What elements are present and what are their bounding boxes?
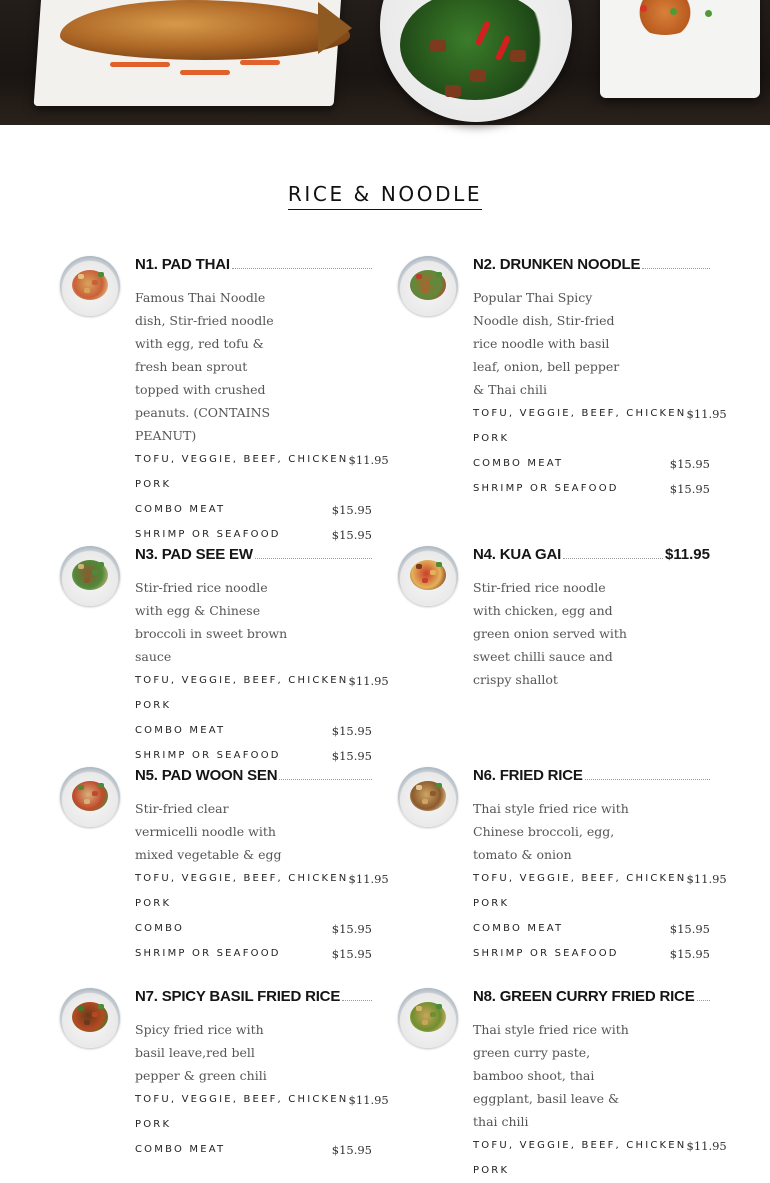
menu-item-name: N4. KUA GAI [473, 546, 562, 563]
menu-item-header [473, 767, 710, 797]
garnish [436, 783, 442, 788]
price-option-price: $15.95 [331, 1142, 372, 1157]
menu-item-description: Famous Thai Noodle dish, Stir-fried noodle with egg, red tofu & fresh bean sprout topped with crushed peanuts. (CONTAINS PEANUT) [135, 290, 274, 443]
price-option-label: TOFU, VEGGIE, BEEF, CHICKEN [473, 1140, 687, 1151]
price-option [135, 941, 372, 966]
garnish [422, 799, 428, 804]
garnish [705, 10, 712, 17]
price-option [473, 891, 710, 916]
menu-item-content [473, 256, 727, 501]
price-option-label: PORK [473, 898, 510, 909]
price-option-price: $11.95 [348, 871, 389, 886]
price-option-label: SHRIMP OR SEAFOOD [473, 948, 619, 959]
menu-item-header [473, 988, 710, 1018]
price-option-price: $15.95 [331, 946, 372, 961]
price-option [473, 451, 710, 476]
menu-item-description: Stir-fried rice noodle with egg & Chinese broccoli in sweet brown sauce [135, 580, 288, 664]
price-option-price: $15.95 [669, 946, 710, 961]
garnish [98, 783, 104, 788]
price-option [135, 1112, 372, 1137]
price-option-price: $15.95 [331, 502, 372, 517]
hero-food-photo [0, 0, 770, 125]
dotted-leader [232, 268, 372, 269]
price-option [135, 522, 372, 547]
price-option [135, 472, 372, 497]
price-option-label: SHRIMP OR SEAFOOD [135, 529, 281, 540]
price-option-label: COMBO [135, 923, 185, 934]
price-option-label: SHRIMP OR SEAFOOD [473, 483, 619, 494]
price-option-label: PORK [135, 1119, 172, 1130]
dish-thumbnail [398, 546, 458, 606]
price-option-price: $15.95 [331, 748, 372, 763]
garnish [98, 1004, 104, 1009]
menu-item-description: Thai style fried rice with green curry paste, bamboo shoot, thai eggplant, basil leave & thai chili [473, 1022, 629, 1129]
menu-item-header [135, 988, 372, 1018]
garnish [78, 1006, 84, 1011]
price-option-label: SHRIMP OR SEAFOOD [135, 750, 281, 761]
price-option-label: COMBO MEAT [135, 504, 226, 515]
price-option [135, 447, 389, 472]
price-option-price: $15.95 [669, 481, 710, 496]
garnish [78, 564, 84, 569]
price-option [135, 693, 372, 718]
pork-piece [510, 50, 526, 62]
dotted-leader [342, 1000, 372, 1001]
garnish [430, 791, 436, 796]
garnish [436, 562, 442, 567]
dotted-leader [563, 558, 663, 559]
menu-item-header [473, 546, 710, 576]
garnish [430, 570, 436, 575]
menu-item-name: N8. GREEN CURRY FRIED RICE [473, 988, 695, 1005]
garnish [430, 280, 436, 285]
garnish [92, 280, 98, 285]
garnish [92, 1012, 98, 1017]
price-option-label: PORK [135, 479, 172, 490]
price-option-label: COMBO MEAT [473, 458, 564, 469]
menu-item-header [135, 546, 372, 576]
garnish [84, 799, 90, 804]
section-title [0, 172, 770, 210]
menu-item-content [473, 767, 727, 966]
price-option [473, 941, 710, 966]
price-option [473, 916, 710, 941]
price-option [135, 497, 372, 522]
menu-item-content [135, 546, 389, 768]
garnish [436, 1004, 442, 1009]
price-option [135, 743, 372, 768]
garnish [92, 791, 98, 796]
price-option-price: $15.95 [331, 723, 372, 738]
carrot-garnish [180, 70, 230, 75]
price-option [473, 1133, 727, 1158]
price-option-label: TOFU, VEGGIE, BEEF, CHICKEN [473, 873, 687, 884]
dish-thumbnail [60, 546, 120, 606]
garnish [416, 274, 422, 279]
menu-item-content [473, 546, 710, 691]
price-option [135, 891, 372, 916]
dish-thumbnail [398, 988, 458, 1048]
garnish [422, 578, 428, 583]
carrot-garnish [110, 62, 170, 67]
garnish [422, 288, 428, 293]
garnish [92, 570, 98, 575]
price-option-price: $15.95 [669, 921, 710, 936]
price-option-price: $15.95 [331, 921, 372, 936]
price-option [473, 1158, 710, 1183]
price-option-price: $11.95 [686, 871, 727, 886]
price-option-price: $15.95 [331, 527, 372, 542]
garnish [98, 562, 104, 567]
garnish [78, 274, 84, 279]
pork-piece [445, 85, 461, 97]
menu-item-name: N3. PAD SEE EW [135, 546, 253, 563]
dish-thumbnail [398, 256, 458, 316]
menu-item-header [135, 767, 372, 797]
price-option [473, 476, 710, 501]
menu-item-name: N5. PAD WOON SEN [135, 767, 278, 784]
price-option-label: PORK [135, 898, 172, 909]
garnish [78, 785, 84, 790]
menu-item-description: Popular Thai Spicy Noodle dish, Stir-fried rice noodle with basil leaf, onion, bell pepper & Thai chili [473, 290, 620, 397]
price-option-price: $15.95 [669, 456, 710, 471]
dotted-leader [279, 779, 372, 780]
pork-piece [430, 40, 446, 52]
price-option [473, 401, 727, 426]
dotted-leader [642, 268, 710, 269]
fish-tail [318, 2, 352, 54]
garnish [422, 1020, 428, 1025]
garnish [84, 288, 90, 293]
menu-item-content [135, 256, 389, 547]
carrot-garnish [240, 60, 280, 65]
price-option-label: TOFU, VEGGIE, BEEF, CHICKEN [473, 408, 687, 419]
menu-item-description: Stir-fried rice noodle with chicken, egg and green onion served with sweet chilli sauce and crispy shallot [473, 580, 627, 687]
garnish [416, 564, 422, 569]
dotted-leader [697, 1000, 711, 1001]
menu-item-description: Thai style fried rice with Chinese broccoli, egg, tomato & onion [473, 801, 629, 862]
garnish [436, 272, 442, 277]
price-option-label: COMBO MEAT [473, 923, 564, 934]
price-option-label: COMBO MEAT [135, 725, 226, 736]
garnish [640, 5, 647, 12]
garnish [430, 1012, 436, 1017]
price-option [135, 916, 372, 941]
garnish [84, 578, 90, 583]
menu-item-name: N1. PAD THAI [135, 256, 230, 273]
price-option-label: TOFU, VEGGIE, BEEF, CHICKEN [135, 1094, 349, 1105]
dish-thumbnail [60, 988, 120, 1048]
menu-item-content [473, 988, 727, 1183]
price-option-price: $11.95 [686, 1138, 727, 1153]
menu-item-name: N6. FRIED RICE [473, 767, 583, 784]
menu-item-name: N2. DRUNKEN NOODLE [473, 256, 641, 273]
dish-thumbnail [60, 767, 120, 827]
price-option-label: TOFU, VEGGIE, BEEF, CHICKEN [135, 675, 349, 686]
menu-item-description: Stir-fried clear vermicelli noodle with mixed vegetable & egg [135, 801, 282, 862]
menu-item-header [473, 256, 710, 286]
price-option-label: TOFU, VEGGIE, BEEF, CHICKEN [135, 454, 349, 465]
price-option [135, 1137, 372, 1162]
garnish [416, 1006, 422, 1011]
menu-item-content [135, 767, 389, 966]
price-option-price: $11.95 [686, 406, 727, 421]
price-option-label: PORK [135, 700, 172, 711]
price-option-price: $11.95 [348, 673, 389, 688]
price-option-label: TOFU, VEGGIE, BEEF, CHICKEN [135, 873, 349, 884]
dish-thumbnail [398, 767, 458, 827]
price-option [135, 668, 389, 693]
price-option [135, 718, 372, 743]
menu-item-header [135, 256, 372, 286]
price-option [135, 1087, 389, 1112]
garnish [84, 1020, 90, 1025]
price-option-label: PORK [473, 433, 510, 444]
garnish [670, 8, 677, 15]
dotted-leader [255, 558, 372, 559]
menu-item-price: $11.95 [664, 546, 710, 563]
garnish [98, 272, 104, 277]
garnish [416, 785, 422, 790]
dotted-leader [585, 779, 710, 780]
price-option-price: $11.95 [348, 452, 389, 467]
price-option [473, 866, 727, 891]
menu-item-content [135, 988, 389, 1162]
price-option-label: SHRIMP OR SEAFOOD [135, 948, 281, 959]
section-title-text: RICE & NOODLE [288, 182, 482, 210]
price-option-label: COMBO MEAT [135, 1144, 226, 1155]
price-option-label: PORK [473, 1165, 510, 1176]
menu-item-name: N7. SPICY BASIL FRIED RICE [135, 988, 341, 1005]
price-option [135, 866, 389, 891]
price-option [473, 426, 710, 451]
menu-item-description: Spicy fried rice with basil leave,red bell pepper & green chili [135, 1022, 267, 1083]
pork-piece [470, 70, 486, 82]
price-option-price: $11.95 [348, 1092, 389, 1107]
dish-thumbnail [60, 256, 120, 316]
